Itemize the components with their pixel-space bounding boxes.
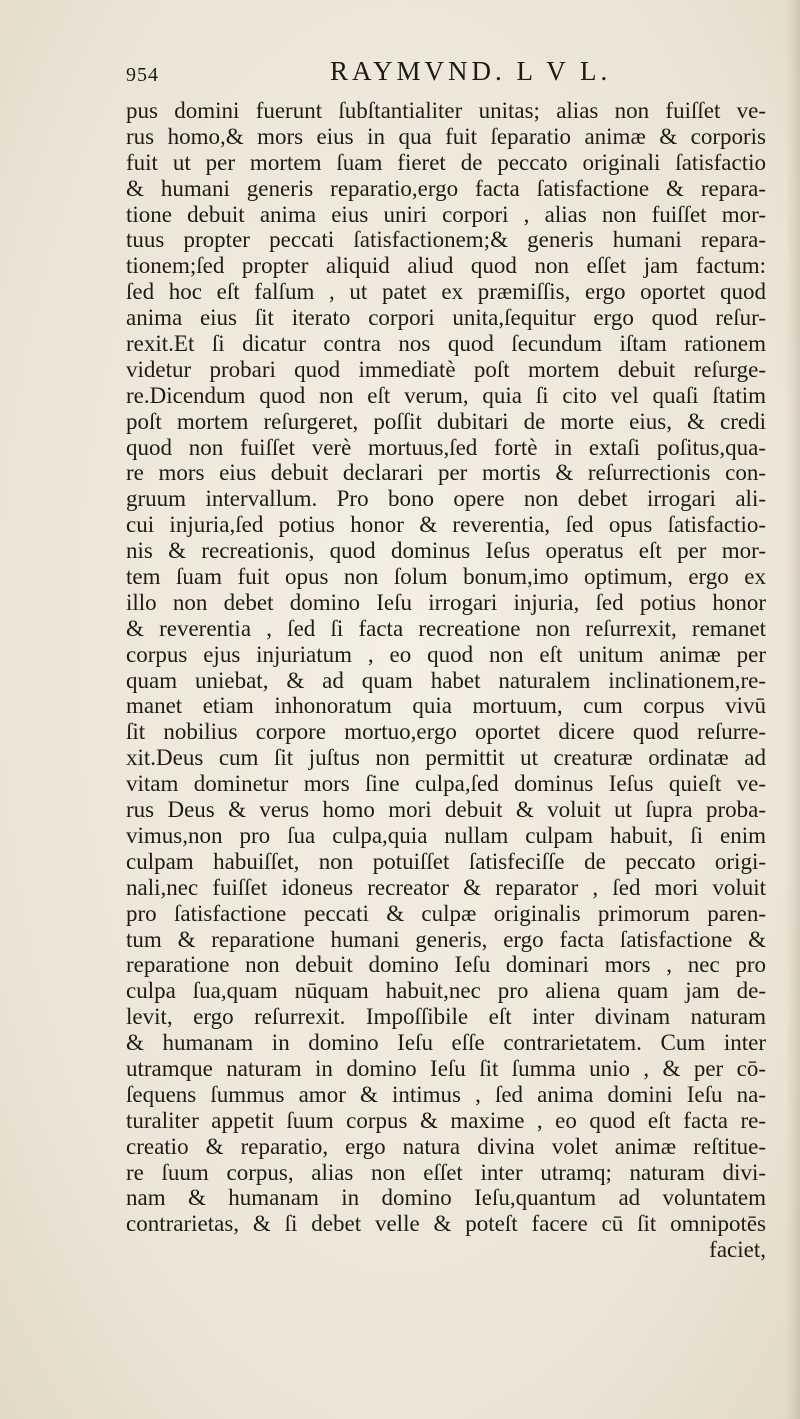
text-line: quod non fuiſſet verè mortuus,ſed fortè in extaſi poſitus,qua- — [126, 434, 766, 460]
text-line: reparatione non debuit domino Ieſu dominari mors , nec pro — [126, 952, 766, 978]
text-line: pro ſatisfactione peccati & culpæ originalis primorum paren- — [126, 900, 766, 926]
page-edge-shadow — [786, 0, 800, 1419]
text-line: levit, ergo reſurrexit. Impoſſibile eſt inter divinam naturam — [126, 1004, 766, 1030]
text-line: faciet, — [709, 1237, 766, 1263]
text-line: manet etiam inhonoratum quia mortuum, cum corpus vivū — [126, 693, 766, 719]
text-line: vitam dominetur mors ſine culpa,ſed dominus Ieſus quieſt ve- — [126, 771, 766, 797]
text-line: nam & humanam in domino Ieſu,quantum ad voluntatem — [126, 1185, 766, 1211]
text-line: rus homo,& mors eius in qua fuit ſeparatio animæ & corporis — [126, 123, 766, 149]
text-line: poſt mortem reſurgeret, poſſit dubitari de morte eius, & credi — [126, 408, 766, 434]
text-line: pus domini fuerunt ſubſtantialiter unitas; alias non fuiſſet ve- — [126, 98, 766, 123]
text-line: culpam habuiſſet, non potuiſſet ſatisfeciſſe de peccato origi- — [126, 848, 766, 874]
text-line: ſequens ſummus amor & intimus , ſed anima domini Ieſu na- — [126, 1081, 766, 1107]
text-line: nis & recreationis, quod dominus Ieſus operatus eſt per mor- — [126, 538, 766, 564]
text-line: re.Dicendum quod non eſt verum, quia ſi cito vel quaſi ſtatim — [126, 382, 766, 408]
text-line: rexit.Et ſi dicatur contra nos quod ſecundum iſtam rationem — [126, 331, 766, 357]
text-line: & humani generis reparatio,ergo facta ſatisfactione & repara- — [126, 175, 766, 201]
text-line: re ſuum corpus, alias non eſſet inter utramq; naturam divi- — [126, 1159, 766, 1185]
text-line: rus Deus & verus homo mori debuit & voluit ut ſupra proba- — [126, 797, 766, 823]
text-line: anima eius ſit iterato corpori unita,ſequitur ergo quod reſur- — [126, 305, 766, 331]
text-line: contrarietas, & ſi debet velle & poteſt facere cū ſit omnipotēs — [126, 1211, 766, 1237]
text-line: quam uniebat, & ad quam habet naturalem inclinationem,re- — [126, 667, 766, 693]
page-number: 954 — [126, 64, 159, 86]
text-line: fuit ut per mortem ſuam fieret de peccato originali ſatisfactio — [126, 149, 766, 175]
text-line: tionem;ſed propter aliquid aliud quod non eſſet jam factum: — [126, 253, 766, 279]
text-line: ſed hoc eſt falſum , ut patet ex præmiſſis, ergo oportet quod — [126, 279, 766, 305]
text-line: nali,nec fuiſſet idoneus recreator & reparator , ſed mori voluit — [126, 874, 766, 900]
text-line: & reverentia , ſed ſi facta recreatione non reſurrexit, remanet — [126, 615, 766, 641]
text-line: culpa ſua,quam nūquam habuit,nec pro aliena quam jam de- — [126, 978, 766, 1004]
text-line: tuus propter peccati ſatisfactionem;& generis humani repara- — [126, 227, 766, 253]
text-line: vimus,non pro ſua culpa,quia nullam culpam habuit, ſi enim — [126, 822, 766, 848]
text-line: utramque naturam in domino Ieſu ſit ſumma unio , & per cō- — [126, 1055, 766, 1081]
text-line: xit.Deus cum ſit juſtus non permittit ut creaturæ ordinatæ ad — [126, 745, 766, 771]
body-text — [126, 98, 766, 1263]
text-line: tem ſuam fuit opus non ſolum bonum,imo optimum, ergo ex — [126, 564, 766, 590]
running-head: RAYMVND. L V L. — [330, 56, 612, 86]
page-header — [0, 52, 800, 92]
text-line: turaliter appetit ſuum corpus & maxime , eo quod eſt facta re- — [126, 1107, 766, 1133]
text-line: creatio & reparatio, ergo natura divina volet animæ reſtitue- — [126, 1133, 766, 1159]
text-line: videtur probari quod immediatè poſt mortem debuit reſurge- — [126, 356, 766, 382]
text-line: tione debuit anima eius uniri corpori , alias non fuiſſet mor- — [126, 201, 766, 227]
text-line: corpus ejus injuriatum , eo quod non eſt unitum animæ per — [126, 641, 766, 667]
text-line: gruum intervallum. Pro bono opere non debet irrogari ali- — [126, 486, 766, 512]
text-line: illo non debet domino Ieſu irrogari injuria, ſed potius honor — [126, 589, 766, 615]
text-line: re mors eius debuit declarari per mortis & reſurrectionis con- — [126, 460, 766, 486]
text-line: tum & reparatione humani generis, ergo facta ſatisfactione & — [126, 926, 766, 952]
text-line: cui injuria,ſed potius honor & reverentia, ſed opus ſatisfactio- — [126, 512, 766, 538]
text-line: ſit nobilius corpore mortuo,ergo oportet dicere quod reſurre- — [126, 719, 766, 745]
text-line: & humanam in domino Ieſu eſſe contrarietatem. Cum inter — [126, 1030, 766, 1056]
